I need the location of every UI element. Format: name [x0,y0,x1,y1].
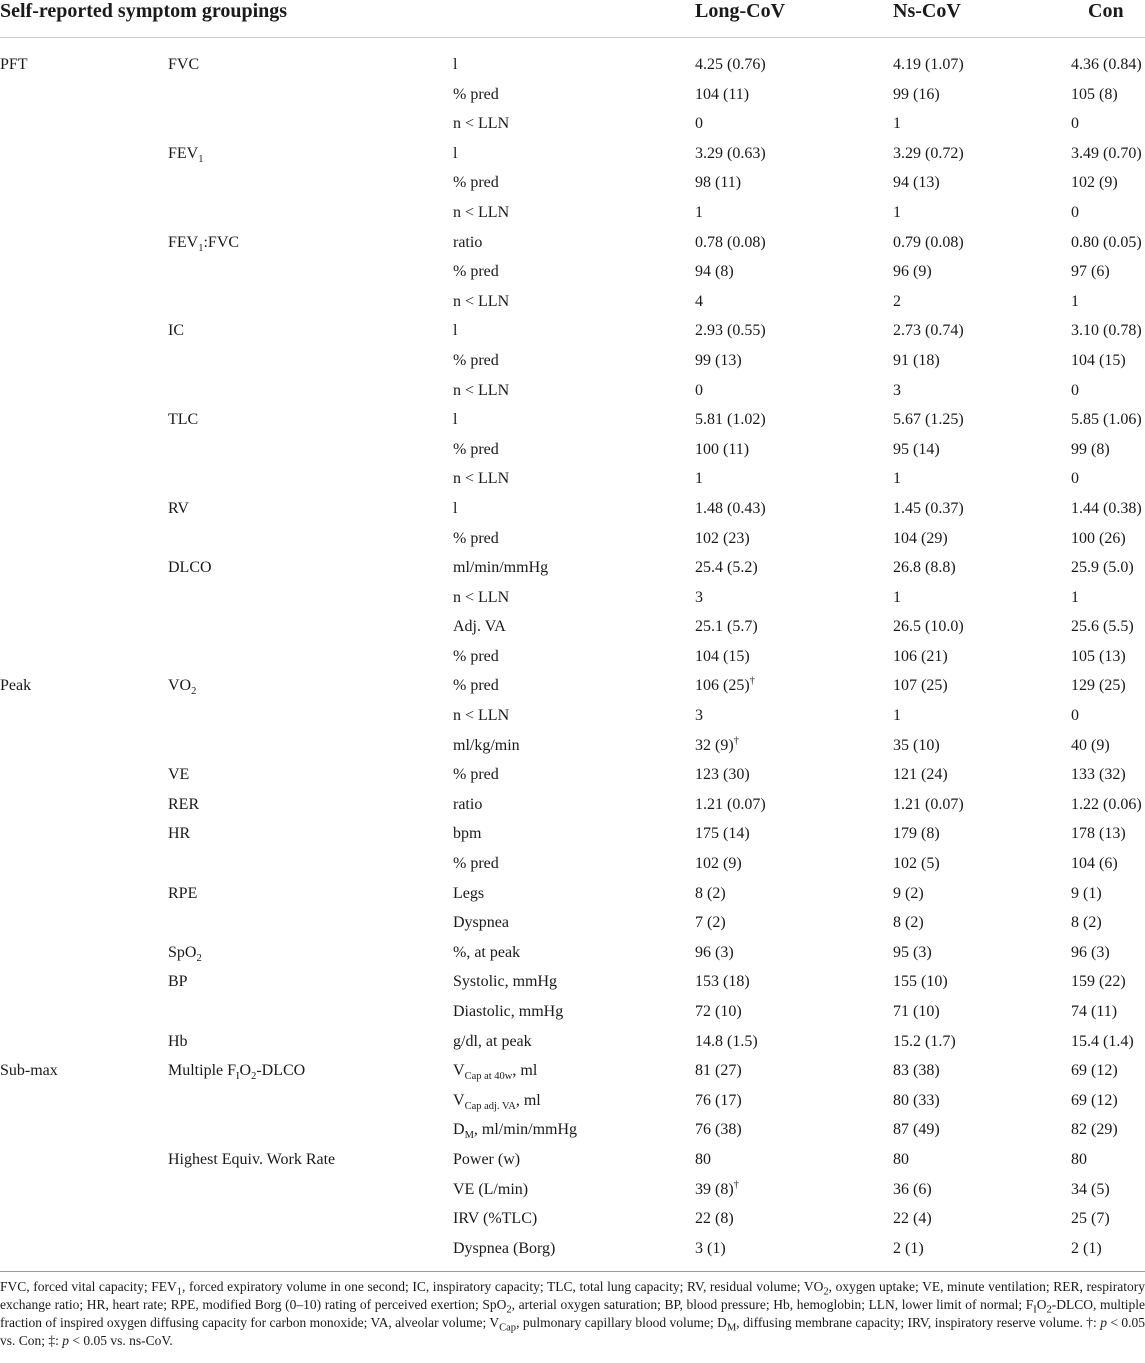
cell-ns-cov: 3 [893,381,901,399]
row-unit-label: bpm [453,825,482,843]
table-footnote: FVC, forced vital capacity; $FEV_1$, forced expiratory volume in one second; IC, inspiratory capacity; TLC, total lung capacity; RV, residual volume; $VO_2$, oxygen uptake; VE, minute ventilation; RER, respiratory exchange ratio; HR, heart rate; RPE, modified Borg (0–10) rating of perceived exertion; SpO$_2$, arterial oxygen saturation; BP, blood pressure; Hb, hemoglobin; LLN, lower limit of normal; $F_IO_2$-DLCO, multiple fraction of inspired oxygen diffusing capacity for carbon monoxide; VA, alveolar volume; $V_{Cap}$, pulmonary capillary blood volume; $D_M$, diffusing membrane capacity; IRV, inspiratory reserve volume. †: p < 0.05 vs. Con; ‡: p < 0.05 vs. ns-CoV. [0,1279,1145,1348]
header-ns-cov: Ns-CoV [893,0,961,22]
row-unit-label: n < LLN [453,470,510,488]
table-row [0,1175,1145,1205]
cell-con: 69 (12) [1071,1091,1118,1109]
cell-long-cov: 1 [695,470,703,488]
table-row [0,997,1145,1027]
row-unit-label: n < LLN [453,203,510,221]
row-unit-label: Systolic, mmHg [453,973,558,991]
row-unit-label: $V_{Cap adj. VA}$, ml [453,1091,541,1112]
row-measure-label: RPE [168,884,198,902]
cell-con: 0 [1071,115,1079,133]
cell-con: 1.44 (0.38) [1071,499,1142,517]
row-group-label: Peak [0,677,32,695]
cell-con: 2 (1) [1071,1239,1102,1257]
cell-long-cov: 3 (1) [695,1239,726,1257]
cell-ns-cov: 0.79 (0.08) [893,233,964,251]
row-unit-label: % pred [453,647,499,665]
header-long-cov: Long-CoV [695,0,786,22]
cell-con: 1 [1071,292,1079,310]
table-row [0,80,1145,110]
row-unit-label: $V_{Cap at 40w}$, ml [453,1062,538,1083]
table-row [0,464,1145,494]
cell-con: 3.49 (0.70) [1071,144,1142,162]
row-unit-label: l [453,322,458,340]
cell-long-cov: 5.81 (1.02) [695,411,766,429]
row-unit-label: IRV (%TLC) [453,1210,538,1228]
cell-long-cov: 4.25 (0.76) [695,56,766,73]
row-unit-label: n < LLN [453,707,510,725]
cell-ns-cov: 80 [893,1150,909,1168]
cell-long-cov: 102 (9) [695,855,742,873]
row-measure-label: SpO$_2$ [168,943,202,964]
table-row [0,790,1145,820]
row-unit-label: Dyspnea [453,914,509,932]
table-row [0,287,1145,317]
table-row [0,1204,1145,1234]
cell-ns-cov: 22 (4) [893,1210,932,1228]
table-row [0,642,1145,672]
row-unit-label: % pred [453,85,499,103]
row-measure-label: Multiple $F_IO_2$-DLCO [168,1062,306,1083]
row-measure-label: $FEV_1$ [168,144,204,165]
table-row [0,524,1145,554]
cell-con: 5.85 (1.06) [1071,411,1142,429]
cell-long-cov: 3 [695,588,703,606]
cell-con: 15.4 (1.4) [1071,1032,1134,1050]
cell-ns-cov: 5.67 (1.25) [893,411,964,429]
cell-long-cov: 102 (23) [695,529,750,547]
row-unit-label: % pred [453,855,499,873]
cell-long-cov: 106 (25)† [695,676,755,695]
row-unit-label: ratio [453,233,483,251]
table-row [0,316,1145,346]
table-row [0,405,1145,435]
cell-ns-cov: 95 (3) [893,943,932,961]
row-unit-label: ratio [453,795,483,813]
cell-con: 178 (13) [1071,825,1126,843]
cell-long-cov: 99 (13) [695,351,742,369]
cell-con: 105 (8) [1071,85,1118,103]
cell-ns-cov: 8 (2) [893,914,924,932]
row-unit-label: Adj. VA [453,618,506,636]
row-unit-label: % pred [453,766,499,784]
cell-ns-cov: 1 [893,203,901,221]
cell-ns-cov: 99 (16) [893,85,940,103]
row-unit-label: l [453,411,458,429]
row-unit-label: %, at peak [453,943,521,961]
row-unit-label: % pred [453,263,499,281]
row-unit-label: n < LLN [453,292,510,310]
cell-long-cov: 153 (18) [695,973,750,991]
cell-con: 0 [1071,707,1079,725]
row-unit-label: l [453,144,458,162]
table-row [0,671,1145,701]
cell-long-cov: 72 (10) [695,1003,742,1020]
cell-ns-cov: 104 (29) [893,529,948,547]
cell-con: 8 (2) [1071,914,1102,932]
cell-ns-cov: 2.73 (0.74) [893,322,964,340]
cell-ns-cov: 3.29 (0.72) [893,144,964,162]
cell-con: 104 (15) [1071,351,1126,369]
table-row [0,435,1145,465]
cell-long-cov: 80 [695,1150,711,1168]
row-measure-label: $FEV_1:FVC$ [168,233,240,254]
cell-ns-cov: 87 (49) [893,1121,940,1139]
cell-con: 1 [1071,588,1079,606]
cell-ns-cov: 106 (21) [893,647,948,665]
cell-con: 159 (22) [1071,973,1126,991]
cell-con: 0 [1071,470,1079,488]
cell-con: 97 (6) [1071,263,1110,281]
cell-con: 96 (3) [1071,943,1110,961]
cell-long-cov: 0 [695,381,703,399]
cell-long-cov: 104 (15) [695,647,750,665]
cell-long-cov: 39 (8)† [695,1179,739,1198]
cell-ns-cov: 95 (14) [893,440,940,458]
cell-long-cov: 3 [695,707,703,725]
cell-ns-cov: 96 (9) [893,263,932,281]
row-unit-label: n < LLN [453,381,510,399]
cell-con: 105 (13) [1071,647,1126,665]
cell-ns-cov: 26.5 (10.0) [893,618,964,636]
row-unit-label: g/dl, at peak [453,1032,532,1050]
cell-ns-cov: 9 (2) [893,884,924,902]
row-measure-label: RER [168,795,200,813]
row-unit-label: Power (w) [453,1150,521,1168]
table-row [0,139,1145,169]
table-header [0,0,1145,37]
row-measure-label: VE [168,766,190,784]
cell-long-cov: 4 [695,292,703,310]
table-row [0,50,1145,80]
row-unit-label: l [453,499,458,517]
table-row [0,938,1145,968]
cell-con: 0 [1071,203,1079,221]
table-row [0,1145,1145,1175]
row-unit-label: % pred [453,440,499,458]
table-row [0,1056,1145,1086]
cell-ns-cov: 36 (6) [893,1180,932,1198]
cell-con: 40 (9) [1071,736,1110,754]
cell-ns-cov: 1.21 (0.07) [893,795,964,813]
row-unit-label: % pred [453,174,499,192]
row-unit-label: Legs [453,884,485,902]
row-measure-label: FVC [168,56,200,73]
row-unit-label: Dyspnea (Borg) [453,1239,556,1257]
row-unit-label: ml/kg/min [453,736,520,754]
cell-ns-cov: 26.8 (8.8) [893,559,956,577]
cell-con: 133 (32) [1071,766,1126,784]
cell-con: 34 (5) [1071,1180,1110,1198]
cell-con: 80 [1071,1150,1087,1168]
cell-long-cov: 76 (17) [695,1091,742,1109]
row-unit-label: ml/min/mmHg [453,559,549,577]
cell-long-cov: 25.4 (5.2) [695,559,758,577]
cell-con: 69 (12) [1071,1062,1118,1080]
cell-long-cov: 94 (8) [695,263,734,281]
row-measure-label: BP [168,973,188,991]
table-row [0,967,1145,997]
row-measure-label: IC [168,322,184,340]
cell-con: 4.36 (0.84) [1071,56,1142,73]
cell-long-cov: 7 (2) [695,914,726,932]
table-row [0,109,1145,139]
cell-con: 0 [1071,381,1079,399]
cell-long-cov: 98 (11) [695,174,742,192]
table-row [0,1234,1145,1264]
cell-ns-cov: 107 (25) [893,677,948,695]
table-row [0,553,1145,583]
cell-ns-cov: 4.19 (1.07) [893,56,964,73]
table-row [0,849,1145,879]
cell-ns-cov: 94 (13) [893,174,940,192]
table-row [0,583,1145,613]
row-measure-label: HR [168,825,191,843]
cell-con: 102 (9) [1071,174,1118,192]
cell-con: 82 (29) [1071,1121,1118,1139]
row-unit-label: % pred [453,677,499,695]
row-unit-label: l [453,56,458,73]
cell-con: 9 (1) [1071,884,1102,902]
cell-ns-cov: 91 (18) [893,351,940,369]
table-row [0,168,1145,198]
table-row [0,760,1145,790]
cell-ns-cov: 71 (10) [893,1003,940,1020]
cell-long-cov: 1.21 (0.07) [695,795,766,813]
cell-ns-cov: 179 (8) [893,825,940,843]
table-row [0,1115,1145,1145]
cell-con: 25.9 (5.0) [1071,559,1134,577]
row-measure-label: Hb [168,1032,188,1050]
table-row [0,346,1145,376]
cell-long-cov: 22 (8) [695,1210,734,1228]
header-title: Self-reported symptom groupings [0,0,288,22]
cell-ns-cov: 1 [893,470,901,488]
row-measure-label: Highest Equiv. Work Rate [168,1150,336,1168]
cell-ns-cov: 102 (5) [893,855,940,873]
table-row [0,494,1145,524]
table-row [0,1086,1145,1116]
cell-ns-cov: 2 [893,292,901,310]
cell-ns-cov: 155 (10) [893,973,948,991]
cell-long-cov: 123 (30) [695,766,750,784]
cell-ns-cov: 35 (10) [893,736,940,754]
cell-long-cov: 32 (9)† [695,735,739,754]
table-row [0,908,1145,938]
table-row [0,257,1145,287]
row-unit-label: n < LLN [453,588,510,606]
cell-con: 25 (7) [1071,1210,1110,1228]
table-row [0,1027,1145,1057]
row-measure-label: $VO_2$ [168,677,197,698]
table-row [0,819,1145,849]
cell-con: 104 (6) [1071,855,1118,873]
cell-long-cov: 175 (14) [695,825,750,843]
cell-con: 74 (11) [1071,1003,1118,1020]
row-unit-label: % pred [453,351,499,369]
cell-long-cov: 104 (11) [695,85,750,103]
cell-long-cov: 81 (27) [695,1062,742,1080]
cell-long-cov: 3.29 (0.63) [695,144,766,162]
cell-long-cov: 25.1 (5.7) [695,618,758,636]
cell-con: 3.10 (0.78) [1071,322,1142,340]
cell-long-cov: 100 (11) [695,440,750,458]
table-row [0,731,1145,761]
cell-long-cov: 1 [695,203,703,221]
table-row [0,879,1145,909]
table-bottom-divider [0,1271,1145,1272]
cell-ns-cov: 15.2 (1.7) [893,1032,956,1050]
row-unit-label: n < LLN [453,115,510,133]
table-row [0,228,1145,258]
cell-con: 100 (26) [1071,529,1126,547]
header-divider [0,37,1145,38]
cell-con: 25.6 (5.5) [1071,618,1134,636]
row-unit-label: VE (L/min) [453,1180,529,1198]
cell-con: 1.22 (0.06) [1071,795,1142,813]
cell-long-cov: 96 (3) [695,943,734,961]
cell-long-cov: 8 (2) [695,884,726,902]
table-row [0,198,1145,228]
cell-ns-cov: 1.45 (0.37) [893,499,964,517]
row-measure-label: RV [168,499,189,517]
cell-ns-cov: 1 [893,707,901,725]
cell-ns-cov: 1 [893,588,901,606]
cell-long-cov: 0.78 (0.08) [695,233,766,251]
cell-con: 0.80 (0.05) [1071,233,1142,251]
cell-ns-cov: 83 (38) [893,1062,940,1080]
row-group-label: Sub-max [0,1062,58,1080]
row-measure-label: DLCO [168,559,212,577]
cell-ns-cov: 121 (24) [893,766,948,784]
row-measure-label: TLC [168,411,199,429]
row-group-label: PFT [0,56,28,73]
cell-ns-cov: 1 [893,115,901,133]
cell-con: 129 (25) [1071,677,1126,695]
table-row [0,701,1145,731]
cell-long-cov: 0 [695,115,703,133]
cell-con: 99 (8) [1071,440,1110,458]
cell-long-cov: 2.93 (0.55) [695,322,766,340]
table-body [0,50,1145,1263]
row-unit-label: % pred [453,529,499,547]
cell-long-cov: 1.48 (0.43) [695,499,766,517]
table-row [0,376,1145,406]
table-row [0,612,1145,642]
cell-long-cov: 76 (38) [695,1121,742,1139]
header-con: Con [1088,0,1124,22]
row-unit-label: $D_M$, ml/min/mmHg [453,1121,578,1142]
row-unit-label: Diastolic, mmHg [453,1003,564,1020]
cell-ns-cov: 80 (33) [893,1091,940,1109]
cell-long-cov: 14.8 (1.5) [695,1032,758,1050]
cell-ns-cov: 2 (1) [893,1239,924,1257]
